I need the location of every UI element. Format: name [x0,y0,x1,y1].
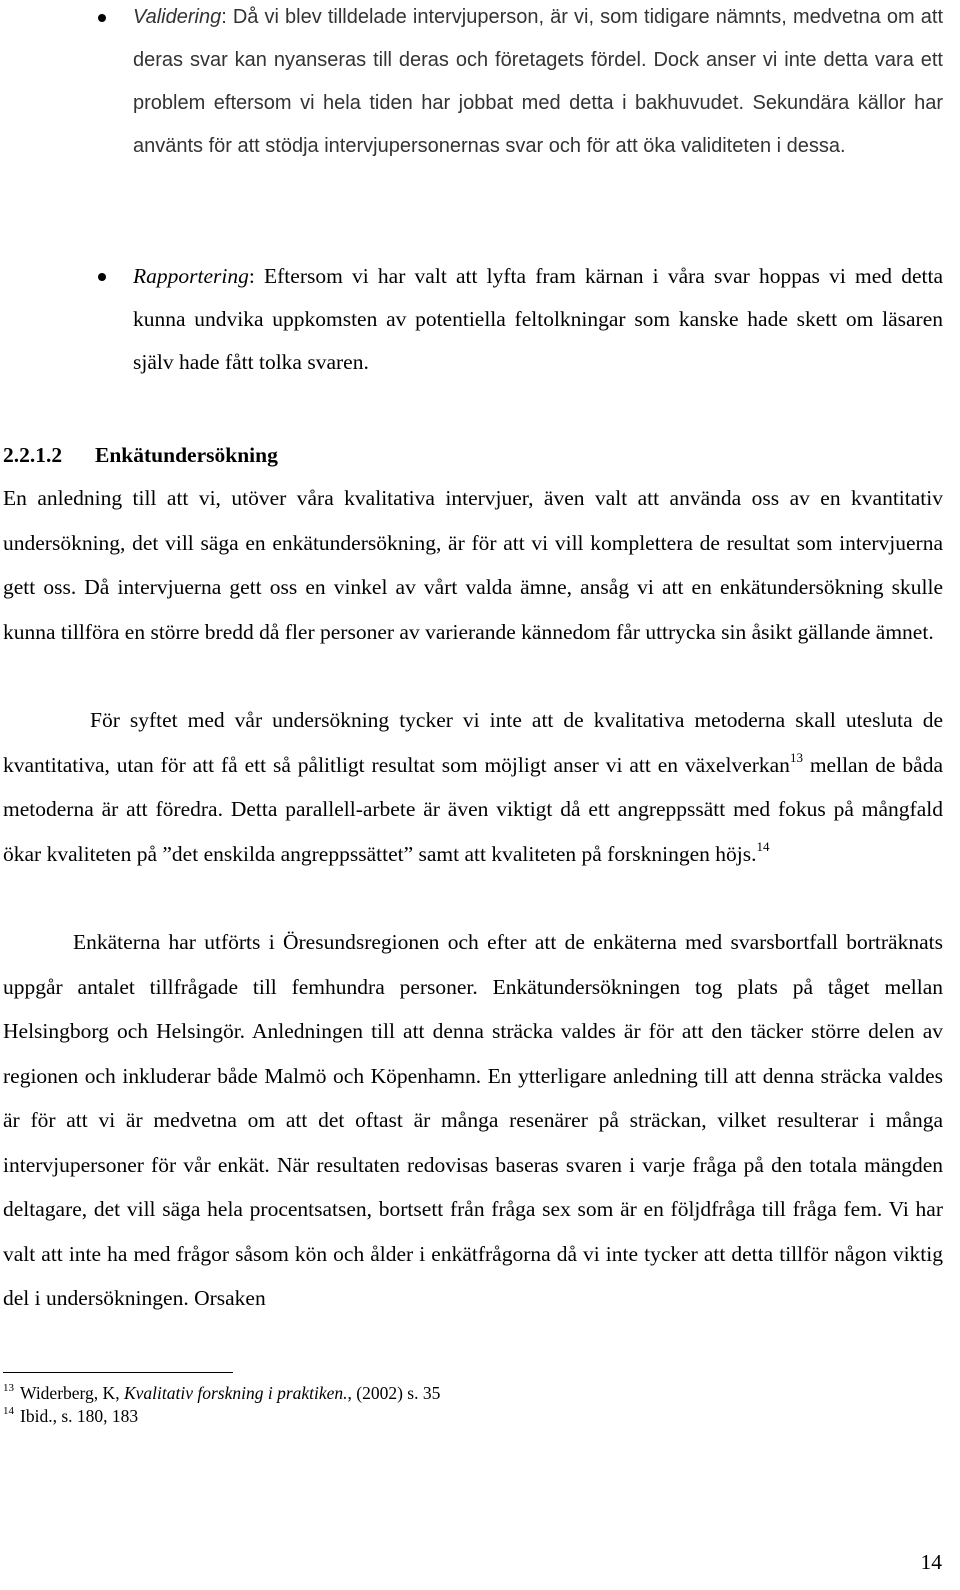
footnote-14 [3,1405,903,1427]
section-title: Enkätundersökning [95,443,278,467]
footnote-divider [3,1372,233,1373]
paragraph-2-part-2: mellan de båda metoderna är att föredra. Detta parallell-arbete är även viktigt då ett angreppssätt med fokus på mångfald ökar kvaliteten på ”det enskilda angreppssättet” samt att kvaliteten på forskningen höjs. [3,752,943,866]
footnote-13 [3,1382,903,1404]
bullet-dot [98,14,106,22]
bullet-term: Rapportering [133,264,249,288]
footnote-details: , (2002) s. 35 [347,1383,441,1403]
bullet-body: : Eftersom vi har valt att lyfta fram kärnan i våra svar hoppas vi med detta kunna undvika uppkomsten av potentiella feltolkningar som kanske hade skett om läsaren själv hade fått tolka svaren. [133,264,943,374]
footnote-book-title: Kvalitativ forskning i praktiken. [123,1383,348,1403]
footnote-text: Ibid., s. 180, 183 [20,1406,139,1426]
paragraph-3-text: Enkäterna har utförts i Öresundsregionen och efter att de enkäterna med svarsbortfall borträknats uppgår antalet tillfrågade till femhundra personer. Enkätundersökningen tog plats på tåget mellan Helsingborg och Helsingör. Anledningen till att denna sträcka valdes är för att den täcker större delen av regionen och inkluderar både Malmö och Köpenhamn. En ytterligare anledning till att denna sträcka valdes är för att vi är medvetna om att det oftast är många resenärer på sträckan, vilket resulterar i många intervjupersoner för vår enkät. När resultaten redovisas baseras svaren i varje fråga på den totala mängden deltagare, det vill säga hela procentsatsen, bortsett från fråga sex som är en följdfråga till fråga fem. Vi har valt att inte ha med frågor såsom kön och ålder i enkätfrågorna då vi inte tycker att detta tillför någon viktig del i undersökningen. Orsaken [3,930,943,1310]
paragraph-1: En anledning till att vi, utöver våra kvalitativa intervjuer, även valt att använda oss av en kvantitativ undersökning, det vill säga en enkätundersökning, är för att vi vill komplettera de resultat som intervjuerna gett oss. Då intervjuerna gett oss en vinkel av vårt valda ämne, ansåg vi att en enkätundersökning skulle kunna tillföra en större bredd då fler personer av varierande kännedom får uttrycka sin åsikt gällande ämnet. [3,486,943,644]
paragraph-3 [3,920,943,1321]
paragraph-2-part-1: För syftet med vår undersökning tycker vi inte att de kvalitativa metoderna skall utesluta de kvantitativa, utan för att få ett så pålitligt resultat som möjligt anser vi att en växelverkan [3,708,943,777]
section-number: 2.2.1.2 [3,443,63,467]
bullet-term: Validering [133,6,222,28]
footnote-ref-13[interactable]: 13 [789,749,803,765]
footnote-number: 14 [3,1405,14,1417]
bullet-body: : Då vi blev tilldelade intervjuperson, är vi, som tidigare nämnts, medvetna om att deras svar kan nyanseras till deras och företagets fördel. Dock anser vi inte detta vara ett problem eftersom vi hela tiden har jobbat med detta i bakhuvudet. Sekundära källor har använts för att stödja intervjupersonernas svar och för att öka validiteten i dessa. [133,6,943,157]
bullet-text [133,255,943,384]
footnote-ref-14[interactable]: 14 [756,838,770,854]
footnote-number: 13 [3,1382,14,1394]
footnote-author: Widerberg, K, [20,1383,124,1403]
bullet-dot [98,273,106,281]
section-heading [3,437,278,473]
page-number: 14 [920,1550,942,1574]
paragraph-2 [3,698,943,876]
bullet-text [133,0,943,168]
